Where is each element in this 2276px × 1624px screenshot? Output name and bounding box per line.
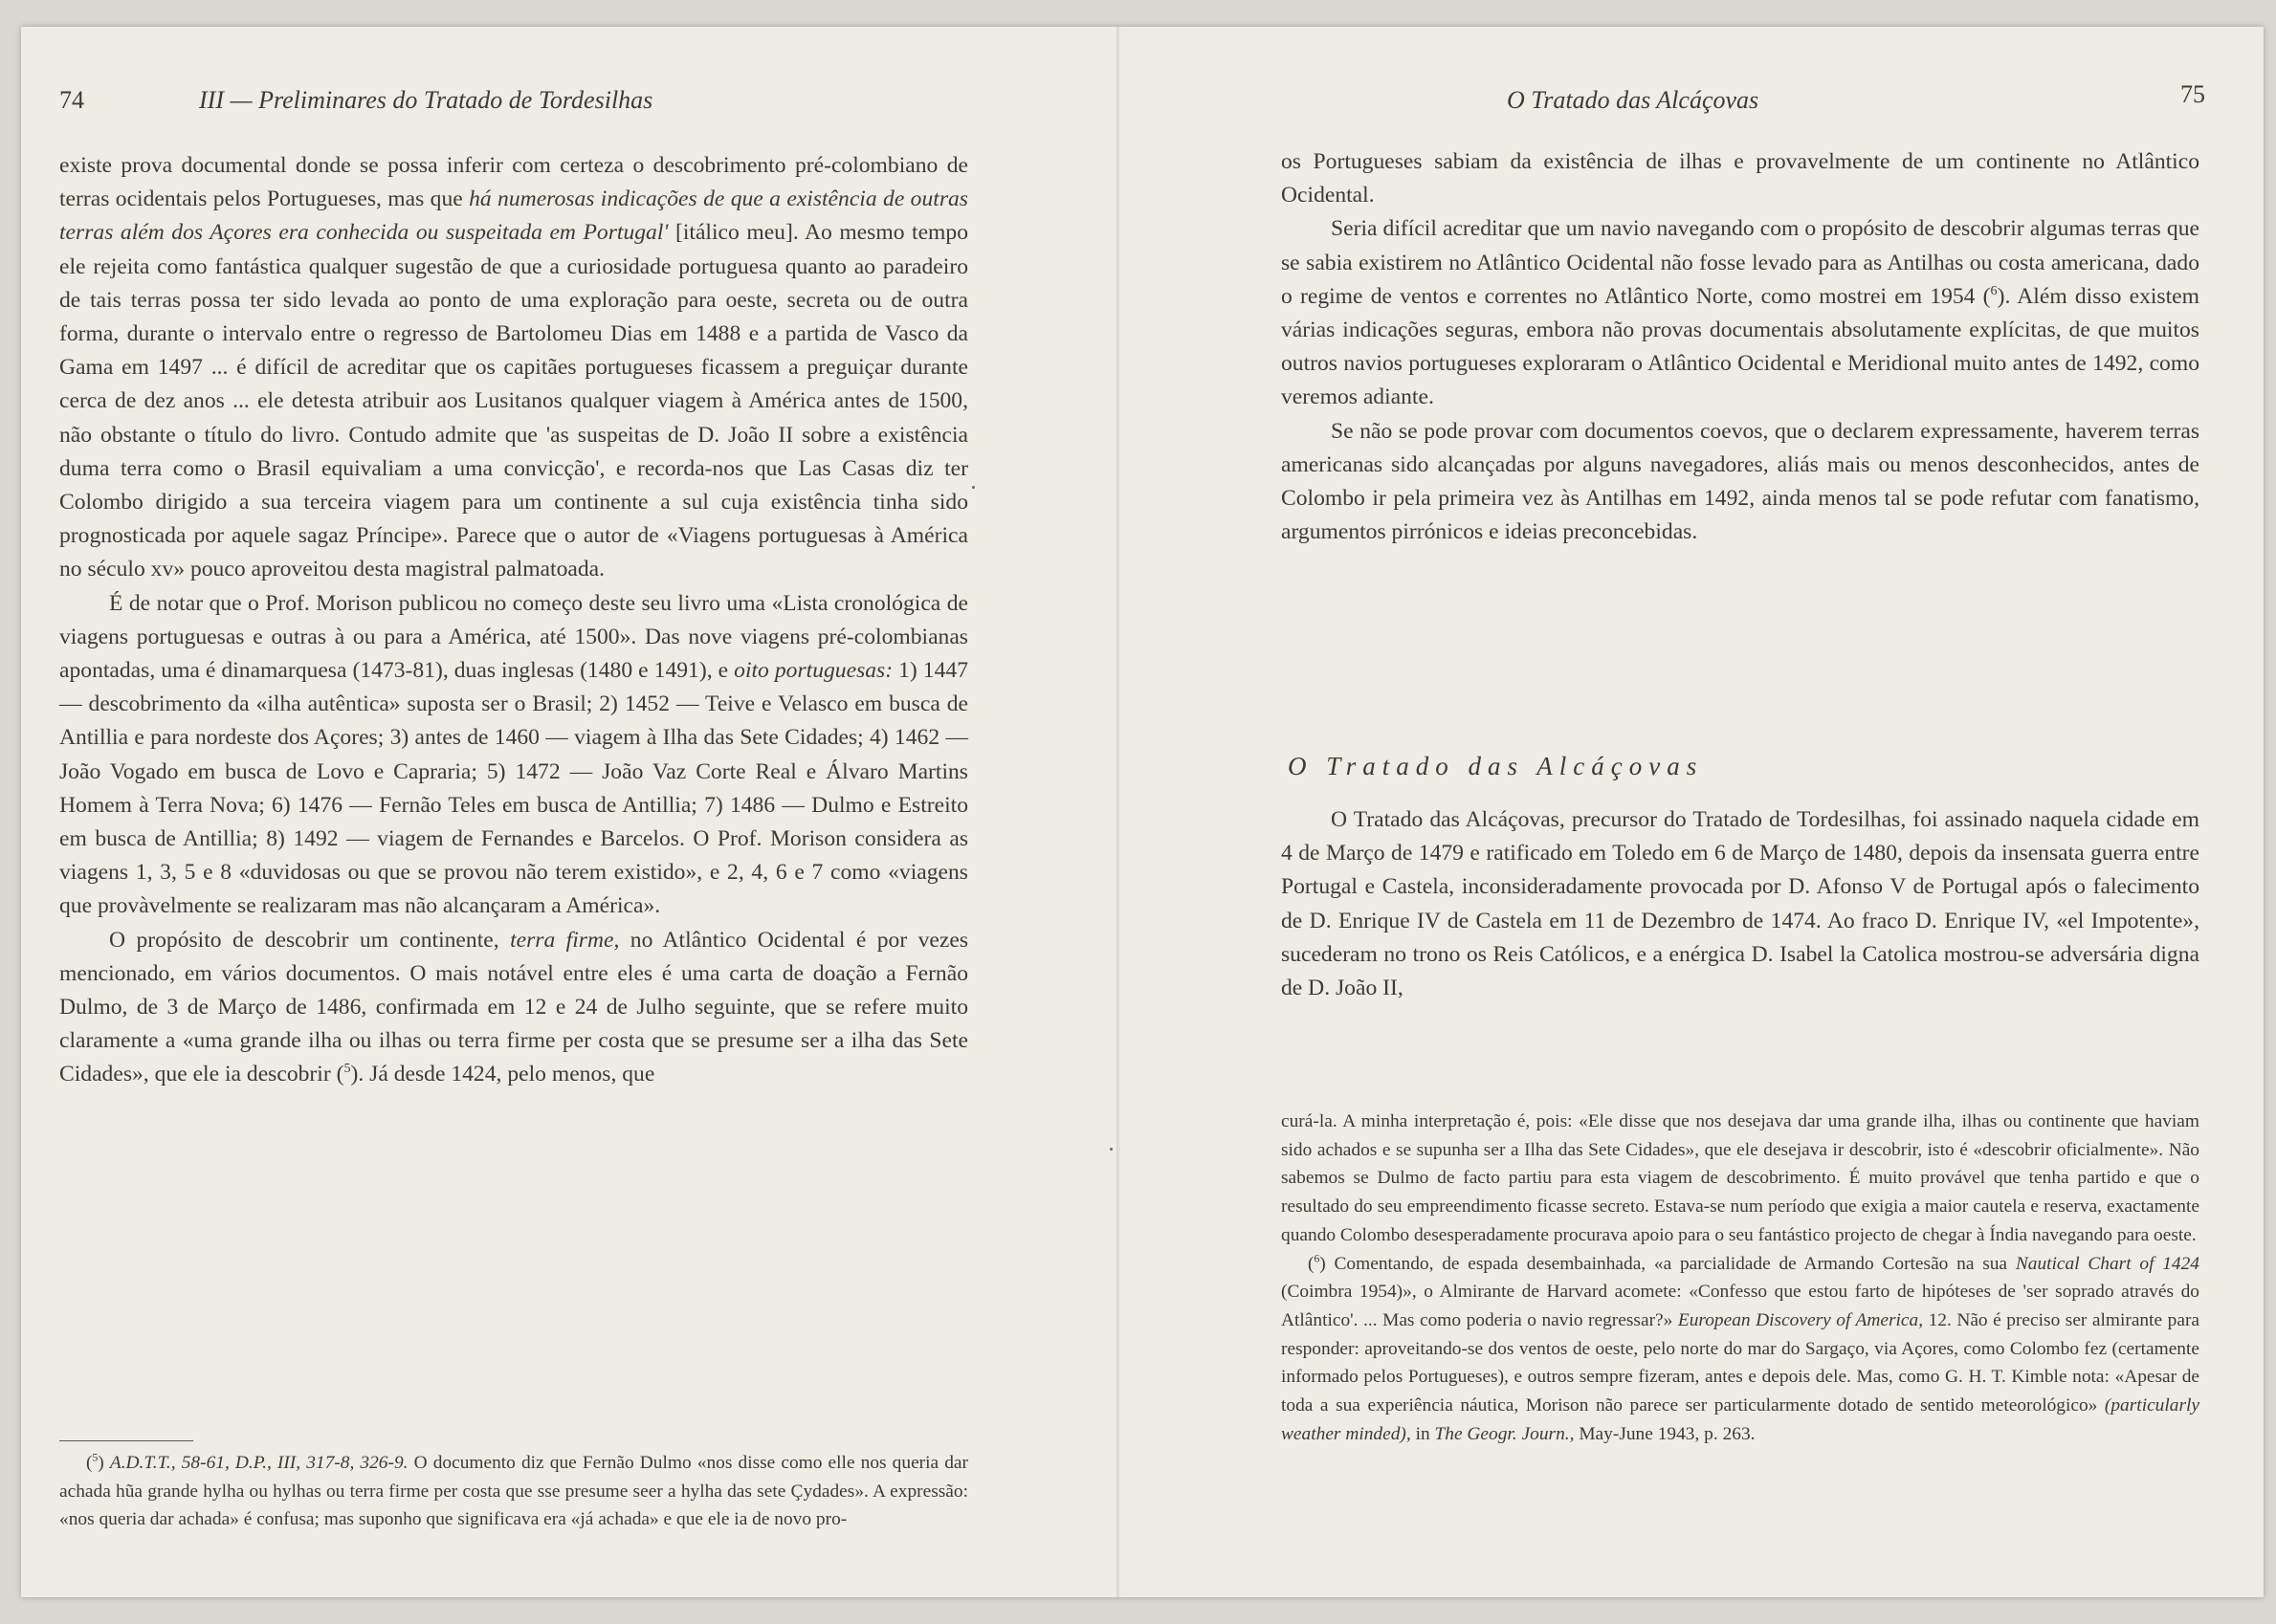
text-span: ( <box>86 1453 93 1473</box>
italic-quote: há numerosas indicações de que a existência de outras terras além dos Açores era conhecida ou suspeitada em Portugal' <box>59 187 968 246</box>
paper-speck <box>972 486 975 489</box>
italic-citation: Nautical Chart of 1424 <box>2015 1253 2199 1274</box>
paragraph <box>59 587 968 924</box>
footnote-continuation: curá-la. A minha interpretação é, pois: «Ele disse que nos desejava dar uma grande ilha, ilhas ou continente que haviam sido achados e se supunha ser a Ilha das Sete Cidades», que ele desejava ir descobrir, isto é «descobrir oficialmente». Não sabemos se Dulmo de facto partiu para esta viagem de descobrimento. É muito provável que tenha partido e que o resultado do seu empreendimento ficasse secreto. Estava-se num período que exigia a maior cautela e reserva, exactamente quando Colombo desesperadamente procurava apoio para o seu fantástico projecto de chegar à Índia navegando para oeste. <box>1281 1111 2199 1245</box>
italic-citation: A.D.T.T., 58-61, D.P., III, 317-8, 326-9. <box>109 1453 409 1473</box>
section-title: O Tratado das Alcáçovas <box>1288 752 1704 780</box>
text-span: no Atlântico Ocidental é por vezes mencionado, em vários documentos. O mais notável entre eles é uma carta de doação a Fernão Dulmo, de 3 de Março de 1486, confirmada em 12 e 24 de Julho seguinte, que se refere muito claramente a «uma grande ilha ou ilhas ou terra firme per costa que se presume ser a ilha das Sete Cidades», que ele ia descobrir ( <box>59 927 969 1087</box>
left-footnotes <box>59 1449 968 1534</box>
running-head-title: O Tratado das Alcáçovas <box>1507 86 1759 114</box>
text-span: 1) 1447 — descobrimento da «ilha autêntica» suposta ser o Brasil; 2) 1452 — Teive e Velasco em busca de Antillia e para nordeste dos Açores; 3) antes de 1460 — viagem à Ilha das Sete Cidades; 4) 1462 — João Vogado em busca de Lovo e Capraria; 5) 1472 — João Vaz Corte Real e Álvaro Martins Homem à Terra Nova; 6) 1476 — Fernão Teles em busca de Antillia; 7) 1486 — Dulmo e Estreito em busca de Antillia; 8) 1492 — viagem de Fernandes e Barcelos. O Prof. Morison considera as viagens 1, 3, 5 e 8 «duvidosas ou que se provou não terem existido», e 2, 4, 6 e 7 como «viagens que provàvelmente se realizaram mas não alcançaram a América». <box>59 658 968 919</box>
running-head-title: III — Preliminares do Tratado de Tordesilhas <box>199 86 653 114</box>
text-span: os Portugueses sabiam da existência de ilhas e provavelmente de um continente no Atlântico Ocidental. <box>1281 149 2199 208</box>
text-span: ). Já desde 1424, pelo menos, que <box>350 1062 655 1087</box>
paragraph: O Tratado das Alcáçovas, precursor do Tratado de Tordesilhas, foi assinado naquela cidade em 4 de Março de 1479 e ratificado em Toledo em 6 de Março de 1480, depois da insensata guerra entre Portugal e Castela, inconsideradamente provocada por D. Afonso V de Portugal após o falecimento de D. Enrique IV de Castela em 11 de Dezembro de 1474. Ao fraco D. Enrique IV, «el Impotente», sucederam no trono os Reis Católicos, e a enérgica D. Isabel la Catolica mostrou-se adversária digna de D. João II, <box>1281 807 2199 1001</box>
text-span: ) Comentando, de espada desembainhada, «a parcialidade de Armando Cortesão na sua <box>1319 1253 2016 1274</box>
page-number: 74 <box>59 86 84 114</box>
text-span: Se não se pode provar com documentos coevos, que o declarem expressamente, haverem terras americanas sido alcançadas por alguns navegadores, aliás mais ou menos desconhecidos, antes de Colombo ir pela primeira vez às Antilhas em 1492, ainda menos tal se pode refutar com fanatismo, argumentos pirrónicos e ideias preconcebidas. <box>1281 418 2199 545</box>
paragraph <box>1281 212 2199 414</box>
text-span: existe prova documental donde se possa inferir com certeza o descobrimento pré-colombiano de terras ocidentais pelos Portugueses, mas que <box>59 153 968 212</box>
text-span: ) <box>98 1453 110 1473</box>
text-span: É de notar que o Prof. Morison publicou no começo deste seu livro uma «Lista cronológica de viagens portuguesas e outras à ou para a América, até 1500». Das nove viagens pré-colombianas apontadas, uma é dinamarquesa (1473-81), duas inglesas (1480 e 1491), e <box>59 590 968 684</box>
text-span: (Coimbra 1954)», o Almirante de Harvard acomete: «Confesso que estou farto de hipóteses de 'ser soprado através do Atlântico'. ... Mas como poderia o navio regressar?» <box>1281 1282 2199 1330</box>
footnote-number: 6 <box>1314 1252 1320 1265</box>
left-page <box>21 27 1116 1597</box>
text-span: 12. Não é preciso ser almirante para responder: aproveitando-se dos ventos de oeste, pelo norte do mar do Sargaço, via Açores, como Colombo fez (certamente informado pelos Portugueses), e outros sempre fizeram, antes e depois dele. Mas, como G. H. T. Kimble nota: «Apesar de toda a sua experiência náutica, Morison não parece ser particularmente dotado de sentido meteorológico» <box>1281 1309 2200 1416</box>
text-span: ( <box>1308 1253 1315 1274</box>
footnote <box>1281 1250 2199 1449</box>
italic-phrase: oito portuguesas: <box>734 658 894 684</box>
paper-speck <box>1110 1148 1113 1151</box>
text-span: Seria difícil acreditar que um navio navegando com o propósito de descobrir algumas terras que se sabia existirem no Atlântico Ocidental não fosse levado para as Antilhas ou costa americana, dado o regime de ventos e correntes no Atlântico Norte, como mostrei em 1954 ( <box>1281 216 2199 309</box>
text-span: May-June 1943, p. 263. <box>1574 1423 1756 1444</box>
right-page <box>1120 27 2264 1597</box>
paragraph <box>1281 145 2199 212</box>
section-body-text <box>1281 803 2199 1005</box>
right-footnotes <box>1281 1108 2199 1448</box>
right-body-text <box>1281 145 2199 549</box>
footnote <box>59 1449 968 1534</box>
footnote-ref: 6 <box>1990 282 1998 298</box>
paragraph <box>1281 415 2199 550</box>
footnote-ref: 5 <box>343 1061 351 1077</box>
text-span: [itálico meu]. Ao mesmo tempo ele rejeita como fantástica qualquer sugestão de que a curiosidade portuguesa quanto ao paradeiro de tais terras possa ter sido levada ao ponto de uma exploração para oeste, secreta ou de outra forma, durante o intervalo entre o regresso de Bartolomeu Dias em 1488 e a partida de Vasco da Gama em 1497 ... é difícil de acreditar que os capitães portugueses ficassem a preguiçar durante cerca de dez anos ... ele detesta atribuir aos Lusitanos qualquer viagem à América antes de 1500, não obstante o título do livro. Contudo admite que 'as suspeitas de D. João II sobre a existência duma terra como o Brasil equivaliam a uma convicção', e recorda-nos que Las Casas diz ter Colombo dirigido a sua terceira viagem para um continente a sul cuja existência tinha sido prognosticada por aquele sagaz Príncipe». Parece que o autor de «Viagens portuguesas à América no século xv» pouco aproveitou desta magistral palmatoada. <box>59 220 968 582</box>
footnote-rule <box>59 1440 193 1441</box>
text-span: O documento diz que Fernão Dulmo «nos disse como elle nos queria dar achada hũa grande hylha ou hylhas ou terra firme per costa que sse presume seer a hylha das sete Çydades». A expressão: «nos queria dar achada» é confusa; mas suponho que significava era «já achada» e que ele ia de novo pro- <box>59 1453 968 1530</box>
text-span: ). Além disso existem várias indicações seguras, embora não provas documentais absolutamente explícitas, de que muitos outros navios portugueses exploraram o Atlântico Ocidental e Meridional muito antes de 1492, como veremos adiante. <box>1281 283 2199 410</box>
italic-citation: European Discovery of America, <box>1677 1309 1924 1330</box>
italic-citation: (particularly weather minded), <box>1281 1395 2199 1444</box>
text-span: O propósito de descobrir um continente, <box>109 927 511 953</box>
paragraph <box>59 924 968 1092</box>
text-span: in <box>1410 1423 1435 1444</box>
italic-phrase: terra firme, <box>510 927 620 953</box>
left-body-text <box>59 149 968 1092</box>
page-number: 75 <box>2180 80 2205 108</box>
footnote-number: 5 <box>92 1451 99 1464</box>
paragraph <box>59 149 968 587</box>
italic-citation: The Geogr. Journ., <box>1434 1423 1575 1444</box>
